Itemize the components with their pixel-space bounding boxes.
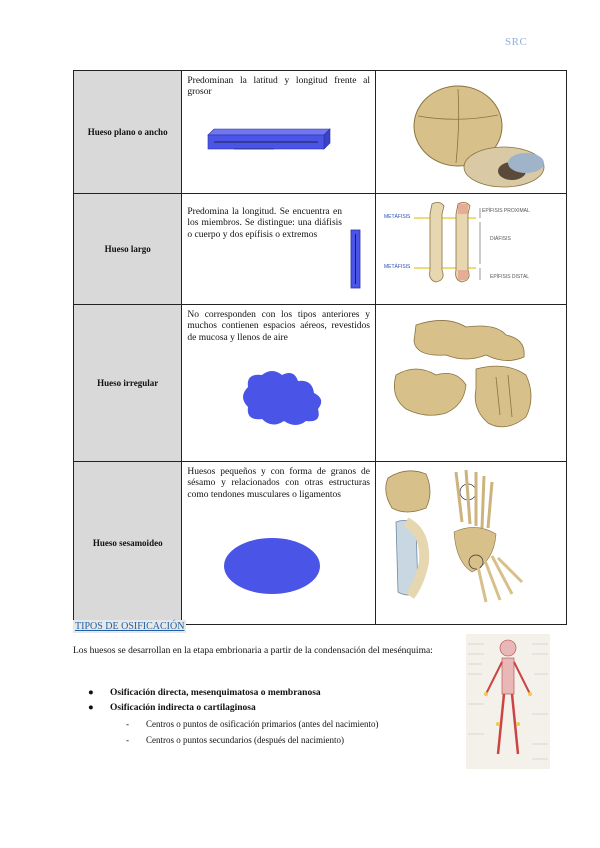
bone-type-description <box>182 71 376 194</box>
long-bone-illustration <box>376 194 566 299</box>
skull-illustration <box>376 71 566 188</box>
bone-type-label: Hueso plano o ancho <box>74 71 182 194</box>
table-row <box>74 305 567 462</box>
distal-epiphysis-label: EPÍFISIS DISTAL <box>489 274 530 280</box>
skeleton-ossification-image <box>466 634 550 769</box>
list-item: ● Osificación directa, mesenquimatosa o membranosa <box>88 688 321 698</box>
long-bone-image <box>375 194 566 305</box>
bone-type-label: Hueso irregular <box>74 305 182 462</box>
proximal-epiphysis-label: EPÍFISIS PROXIMAL <box>481 208 530 214</box>
diaphysis-label: DIÁFISIS <box>489 236 511 242</box>
metaphysis-label-bottom: METÁFISIS <box>383 264 411 270</box>
section-title: TIPOS DE OSIFICACIÓN <box>75 621 185 632</box>
description-text: Predominan la latitud y longitud frente al grosor <box>187 76 370 98</box>
long-bone-shape <box>349 228 363 292</box>
sesamoid-bone-shape <box>222 536 322 596</box>
section-intro: Los huesos se desarrollan en la etapa embrionaria a partir de la condensación del mesénquima: <box>73 646 433 656</box>
table-row <box>74 194 567 305</box>
irregular-bone-image <box>375 305 566 462</box>
sub-list-item: - Centros o puntos secundarios (después del nacimiento) <box>126 735 344 745</box>
bone-type-description <box>182 462 376 625</box>
description-text: Predomina la longitud. Se encuentra en los miembros. Se distingue: una diáfisis o cuerpo y dos epífisis o extremos <box>187 207 342 240</box>
bone-types-table <box>73 70 567 625</box>
description-text: Huesos pequeños y con forma de granos de sésamo y relacionados con otras estructuras como tendones musculares o ligamentos <box>187 467 370 500</box>
list-item: ● Osificación indirecta o cartilaginosa <box>88 703 256 714</box>
vertebra-illustration <box>376 305 566 456</box>
ossification-list <box>88 686 321 716</box>
metaphysis-label-top: METÁFISIS <box>383 214 411 220</box>
sub-list-item: - Centros o puntos de osificación primarios (antes del nacimiento) <box>126 719 379 729</box>
bone-type-label: Hueso sesamoideo <box>74 462 182 625</box>
flat-bone-image <box>375 71 566 194</box>
bone-type-description <box>182 305 376 462</box>
header-initials: SRC <box>505 36 528 48</box>
irregular-bone-shape <box>238 367 328 431</box>
table-row <box>74 71 567 194</box>
flat-bone-shape <box>204 127 334 157</box>
table-row <box>74 462 567 625</box>
sesamoid-bone-image <box>375 462 566 625</box>
knee-foot-hand-illustration <box>376 462 566 619</box>
bone-type-label: Hueso largo <box>74 194 182 305</box>
bone-type-description <box>182 194 376 305</box>
description-text: No corresponden con los tipos anteriores y muchos contienen espacios aéreos, revestidos de mucosa y llenos de aire <box>187 310 370 343</box>
